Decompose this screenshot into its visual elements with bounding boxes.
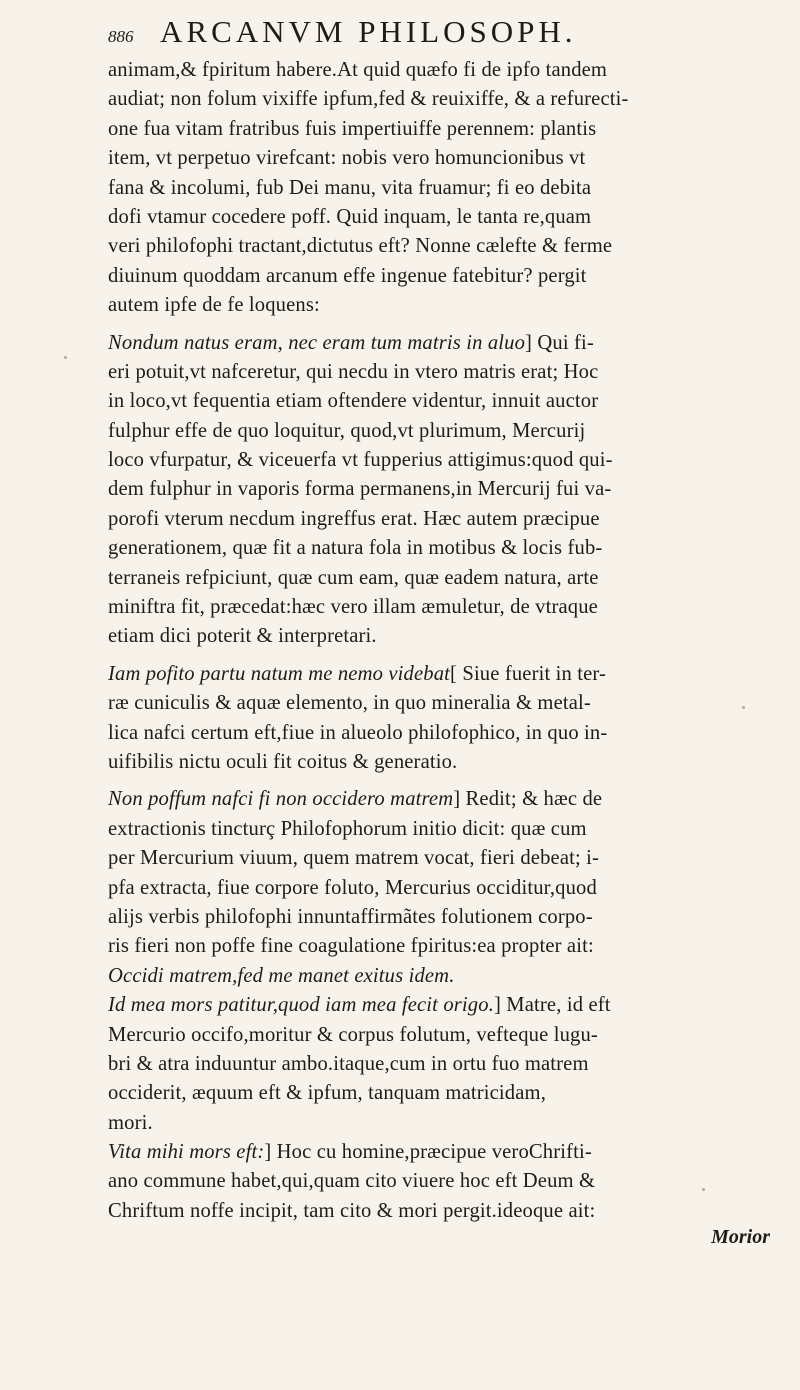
text-line <box>108 815 770 844</box>
catchword: Morior <box>711 1226 770 1249</box>
text-line <box>108 475 770 504</box>
line-text: ano commune habet,qui,quam cito viuere hoc eft Deum & <box>108 1170 596 1193</box>
text-line <box>108 446 770 475</box>
text-line <box>108 56 770 85</box>
line-text: dem fulphur in vaporis forma permanens,in Mercurij fui va- <box>108 478 612 501</box>
text-line <box>108 622 770 651</box>
text-line <box>108 564 770 593</box>
text-line <box>108 387 770 416</box>
line-text: in loco,vt fequentia etiam oftendere videntur, innuit auctor <box>108 390 599 413</box>
text-line <box>108 660 770 689</box>
line-text: ] Hoc cu homine,præcipue veroChrifti- <box>264 1141 592 1164</box>
line-text: miniftra fit, præcedat:hæc vero illam æmuletur, de vtraque <box>108 596 598 619</box>
page-number: 886 <box>108 27 134 46</box>
text-line <box>108 1050 770 1079</box>
line-text: ] Matre, id eft <box>494 994 611 1017</box>
quoted-verse: Nondum natus eram, nec eram tum matris in aluo <box>108 331 526 354</box>
line-text: eri potuit,vt nafceretur, qui necdu in vtero matris erat; Hoc <box>108 360 599 383</box>
text-line <box>108 534 770 563</box>
line-text: porofi vterum necdum ingreffus erat. Hæc autem præcipue <box>108 507 600 530</box>
text-line <box>108 85 770 114</box>
running-head: ARCANVM PHILOSOPH. <box>160 14 577 49</box>
text-line <box>108 593 770 622</box>
line-text: diuinum quoddam arcanum effe ingenue fatebitur? pergit <box>108 264 587 287</box>
text-line <box>108 144 770 173</box>
text-line <box>108 785 770 814</box>
line-text: alijs verbis philofophi innuntaffirmãtes folutionem corpo- <box>108 905 593 928</box>
line-text: terraneis refpiciunt, quæ cum eam, quæ eadem natura, arte <box>108 566 599 589</box>
quoted-verse: Vita mihi mors eft: <box>108 1141 265 1164</box>
text-line <box>108 232 770 261</box>
text-line <box>108 1197 770 1226</box>
line-text: loco vfurpatur, & viceuerfa vt fupperius attigimus:quod qui- <box>108 449 613 472</box>
text-line <box>108 1109 770 1138</box>
text-line <box>108 689 770 718</box>
line-text: extractionis tincturç Philofophorum initio dicit: quæ cum <box>108 817 587 840</box>
line-text: lica nafci certum eft,fiue in alueolo philofophico, in quo in- <box>108 721 608 744</box>
line-text: animam,& fpiritum habere.At quid quæfo fi de ipfo tandem <box>108 59 608 81</box>
line-text: Mercurio occifo,moritur & corpus folutum, vefteque lugu- <box>108 1023 598 1046</box>
line-text: bri & atra induuntur ambo.itaque,cum in ortu fuo matrem <box>108 1052 589 1075</box>
text-line <box>108 903 770 932</box>
text-line <box>108 719 770 748</box>
line-text: etiam dici poterit & interpretari. <box>108 625 377 648</box>
text-line <box>108 358 770 387</box>
paper-speck <box>64 356 67 359</box>
line-text: occiderit, æquum eft & ipfum, tanquam matricidam, <box>108 1082 546 1105</box>
line-text: fana & incolumi, fub Dei manu, vita fruamur; fi eo debita <box>108 176 592 199</box>
paragraph-gap <box>108 321 770 329</box>
text-line <box>108 329 770 358</box>
quoted-verse: Occidi matrem,fed me manet exitus idem. <box>108 964 455 987</box>
paragraph-gap <box>108 777 770 785</box>
line-text: audiat; non folum vixiffe ipfum,fed & reuixiffe, & a refurecti- <box>108 88 629 111</box>
line-text: ris fieri non poffe fine coagulatione fpiritus:ea propter ait: <box>108 935 594 958</box>
text-line <box>108 1079 770 1108</box>
text-line <box>108 203 770 232</box>
page-content <box>108 14 770 1256</box>
quoted-verse: Non poffum nafci fi non occidero matrem <box>108 788 454 811</box>
line-text: one fua vitam fratribus fuis impertiuiffe perennem: plantis <box>108 117 597 140</box>
catchword-line <box>108 1226 770 1255</box>
text-line <box>108 991 770 1020</box>
text-line <box>108 874 770 903</box>
line-text: generationem, quæ fit a natura fola in motibus & locis fub- <box>108 537 603 560</box>
text-line <box>108 962 770 991</box>
text-line <box>108 291 770 320</box>
text-line <box>108 1167 770 1196</box>
text-line <box>108 844 770 873</box>
text-line <box>108 262 770 291</box>
line-text: veri philofophi tractant,dictutus eft? Nonne cælefte & ferme <box>108 235 613 258</box>
text-line <box>108 417 770 446</box>
line-text: Chriftum noffe incipit, tam cito & mori pergit.ideoque ait: <box>108 1199 596 1222</box>
line-text: uifibilis nictu oculi fit coitus & generatio. <box>108 750 458 773</box>
line-text: dofi vtamur cocedere poff. Quid inquam, le tanta re,quam <box>108 205 592 228</box>
line-text: ] Qui fi- <box>525 331 594 354</box>
line-text: item, vt perpetuo virefcant: nobis vero homuncionibus vt <box>108 147 586 170</box>
text-line <box>108 748 770 777</box>
text-line <box>108 115 770 144</box>
line-text: pfa extracta, fiue corpore foluto, Mercurius occiditur,quod <box>108 876 597 899</box>
line-text: autem ipfe de fe loquens: <box>108 294 320 317</box>
body-text <box>108 56 770 1226</box>
line-text: ræ cuniculis & aquæ elemento, in quo mineralia & metal- <box>108 692 591 715</box>
text-line <box>108 1138 770 1167</box>
text-line <box>108 174 770 203</box>
text-line <box>108 1021 770 1050</box>
line-text: mori. <box>108 1111 153 1134</box>
text-line <box>108 932 770 961</box>
line-text: per Mercurium viuum, quem matrem vocat, fieri debeat; i- <box>108 847 600 870</box>
line-text: ] Redit; & hæc de <box>453 788 603 811</box>
paragraph-gap <box>108 652 770 660</box>
quoted-verse: Iam pofito partu natum me nemo videbat <box>108 662 451 685</box>
line-text: [ Siue fuerit in ter- <box>450 662 607 685</box>
text-line <box>108 505 770 534</box>
page-header <box>108 14 770 56</box>
line-text: fulphur effe de quo loquitur, quod,vt plurimum, Mercurij <box>108 419 586 442</box>
quoted-verse: Id mea mors patitur,quod iam mea fecit origo. <box>108 994 494 1017</box>
